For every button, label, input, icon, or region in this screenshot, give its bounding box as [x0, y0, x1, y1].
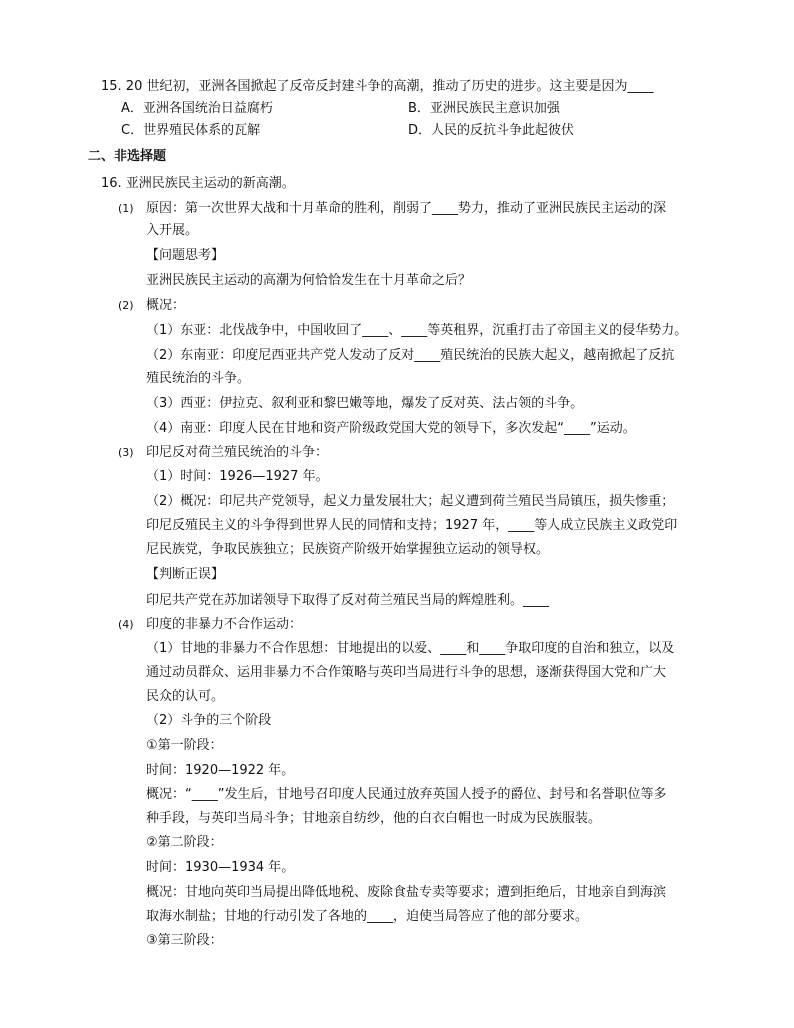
q16-part4-stages: （2）斗争的三个阶段 [146, 713, 272, 728]
q16-part4-stage1-label: ①第一阶段： [146, 738, 223, 753]
q16-part3-title: 印尼反对荷兰殖民统治的斗争： [146, 445, 329, 460]
q16-part4-number: (4) [118, 618, 134, 631]
q15-option-d: D．人民的反抗斗争此起彼伏 [408, 123, 575, 138]
q15-option-a: A．亚洲各国统治日益腐朽 [121, 101, 273, 116]
q15-stem: 15. 20 世纪初，亚洲各国掀起了反帝反封建斗争的高潮，推动了历史的进步。这主要是因为____ [101, 79, 654, 94]
q16-part4-stage2-situation-1: 概况：甘地向英印当局提出降低地税、废除食盐专卖等要求；遭到拒绝后，甘地亲自到海滨 [146, 885, 667, 900]
q16-part4-stage2-time: 时间：1930—1934 年。 [146, 860, 295, 875]
q16-part2-number: (2) [118, 299, 134, 312]
q16-part2-southeast-asia-1: （2）东南亚：印度尼西亚共产党人发动了反对____殖民统治的民族大起义，越南掀起了反抗 [146, 348, 675, 363]
q16-part4-thought-1: （1）甘地的非暴力不合作思想：甘地提出的以爱、____和____争取印度的自治和独立，以及 [146, 641, 675, 656]
q16-part4-stage1-situation-1: 概况：“____”发生后，甘地号召印度人民通过放弃英国人授予的爵位、封号和名誉职位等多 [146, 787, 667, 802]
q16-part2-east-asia: （1）东亚：北伐战争中，中国收回了____、____等英租界，沉重打击了帝国主义的侵华势力。 [146, 323, 688, 338]
q16-part4-thought-3: 民众的认可。 [146, 689, 225, 704]
q16-part1-line1: 原因：第一次世界大战和十月革命的胜利，削弱了____势力，推动了亚洲民族民主运动的深 [146, 201, 667, 216]
q16-part3-situation-2: 印尼反殖民主义的斗争得到世界人民的同情和支持；1927 年，____等人成立民族主义政党印 [146, 518, 678, 533]
q15-option-c: C．世界殖民体系的瓦解 [121, 123, 261, 138]
q16-part1-line2: 入开展。 [146, 223, 199, 238]
q16-part2-title: 概况： [146, 298, 186, 313]
q16-part3-time: （1）时间：1926—1927 年。 [146, 469, 329, 484]
q16-part4-thought-2: 通过动员群众、运用非暴力不合作策略与英印当局进行斗争的思想，逐渐获得国大党和广大 [146, 665, 667, 680]
q16-part4-stage2-situation-2: 取海水制盐；甘地的行动引发了各地的____，迫使当局答应了他的部分要求。 [146, 909, 589, 924]
q16-part4-stage2-label: ②第二阶段： [146, 835, 223, 850]
q16-part1-number: (1) [118, 202, 134, 215]
q16-part4-title: 印度的非暴力不合作运动： [146, 617, 303, 632]
q16-part1-think-label: 【问题思考】 [146, 248, 225, 263]
q16-part3-situation-1: （2）概况：印尼共产党领导，起义力量发展壮大；起义遭到荷兰殖民当局镇压，损失惨重； [146, 494, 675, 509]
q16-part2-south-asia: （4）南亚：印度人民在甘地和资产阶级政党国大党的领导下，多次发起“____”运动。 [146, 421, 636, 436]
q16-part3-number: (3) [118, 446, 134, 459]
q16-part2-southeast-asia-2: 殖民统治的斗争。 [146, 371, 251, 386]
q16-part4-stage3-label: ③第三阶段： [146, 933, 223, 948]
q16-part4-stage1-time: 时间：1920—1922 年。 [146, 763, 295, 778]
section-title: 二、非选择题 [88, 149, 167, 164]
q15-option-b: B．亚洲民族民主意识加强 [408, 101, 560, 116]
q16-part3-judge-label: 【判断正误】 [146, 567, 225, 582]
q16-title: 16. 亚洲民族民主运动的新高潮。 [101, 176, 295, 191]
q16-part3-situation-3: 尼民族党，争取民族独立；民族资产阶级开始掌握独立运动的领导权。 [146, 542, 550, 557]
q16-part3-judge-question: 印尼共产党在苏加诺领导下取得了反对荷兰殖民当局的辉煌胜利。____ [146, 593, 550, 608]
q16-part1-think-question: 亚洲民族民主运动的高潮为何恰恰发生在十月革命之后？ [146, 273, 472, 288]
q16-part2-west-asia: （3）西亚：伊拉克、叙利亚和黎巴嫩等地，爆发了反对英、法占领的斗争。 [146, 396, 584, 411]
q16-part4-stage1-situation-2: 种手段，与英印当局斗争；甘地亲自纺纱，他的白衣白帽也一时成为民族服装。 [146, 811, 602, 826]
